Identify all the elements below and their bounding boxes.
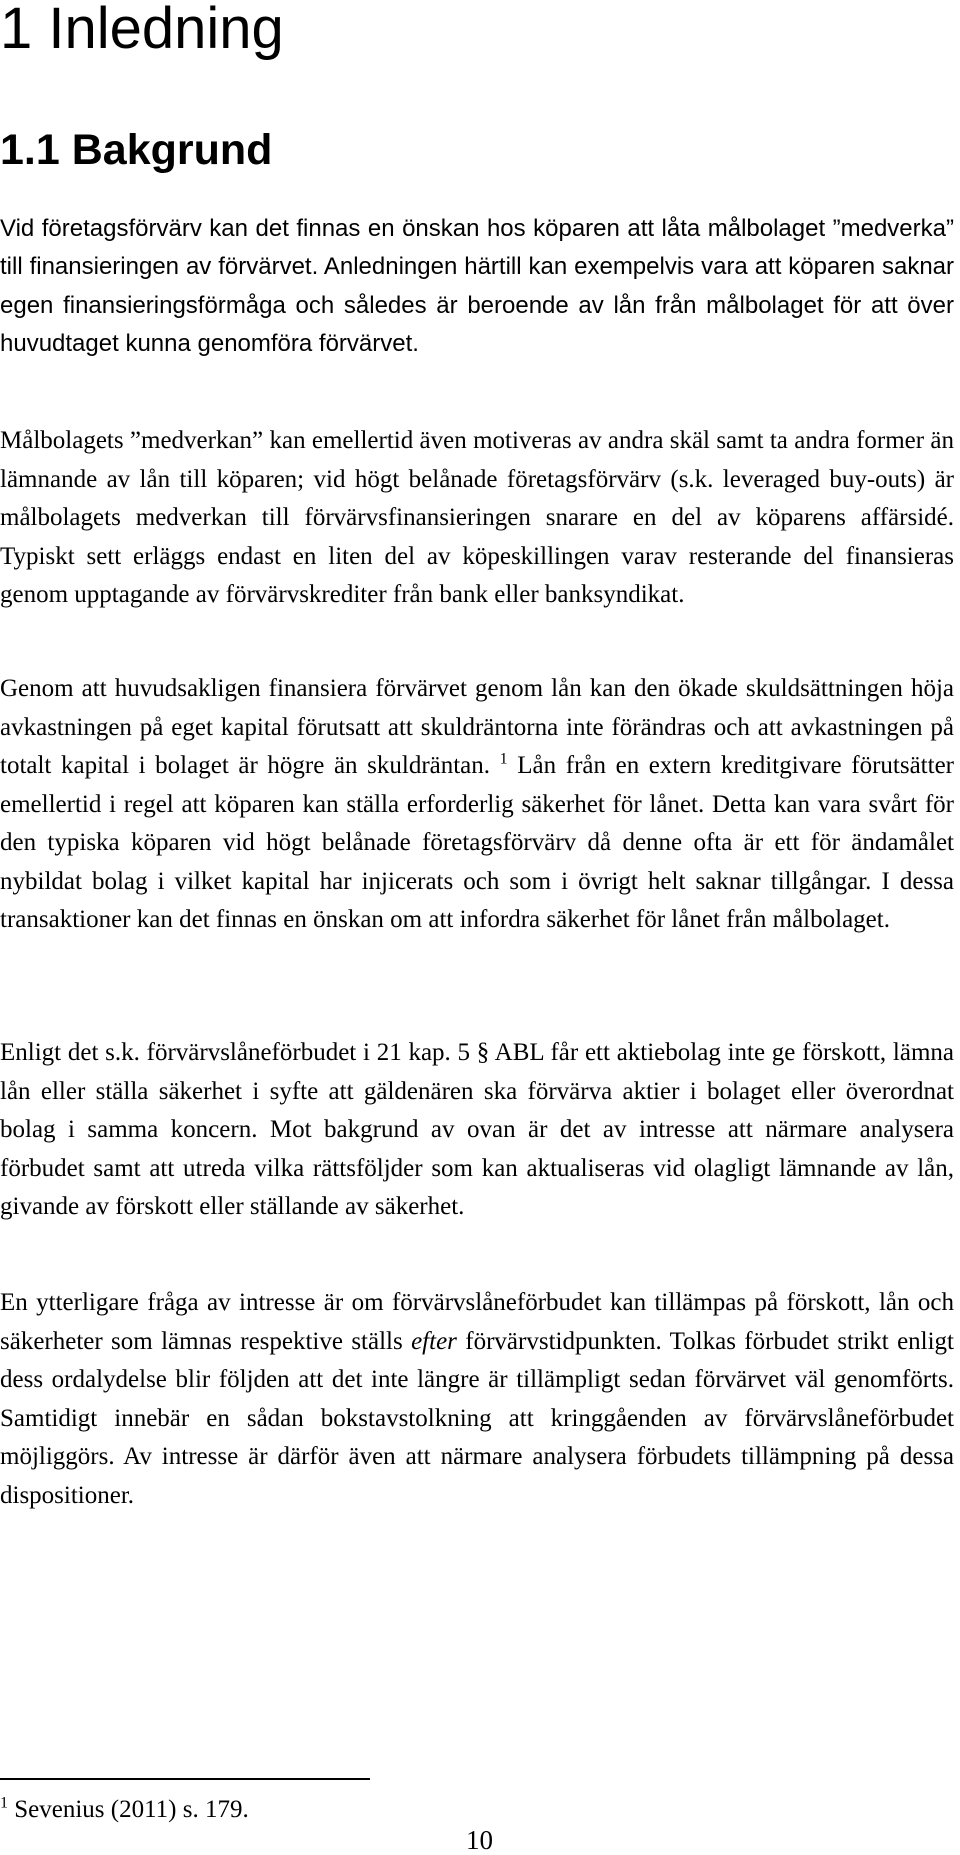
paragraph-2: Målbolagets ”medverkan” kan emellertid även motiveras av andra skäl samt ta andra former än lämnande av lån till köparen; vid högt belånade företagsförvärv (s.k. leveraged buy-outs) är målbolagets medverkan till förvärvsfinansieringen snarare en del av köparens affärsidé. Typiskt sett erläggs endast en liten del av köpeskillingen varav resterande del finansieras genom upptagande av förvärvskrediter från bank eller banksyndikat. [0,427,954,608]
paragraph-3 [0,670,954,940]
footnote [0,1795,249,1825]
footnote-reference[interactable]: 1 [499,750,508,768]
paragraph-4: Enligt det s.k. förvärvslåneförbudet i 21 kap. 5 § ABL får ett aktiebolag inte ge förskott, lämna lån eller ställa säkerhet i syfte att gäldenären ska förvärva aktier i bolaget eller överordnat bolag i samma koncern. Mot bakgrund av ovan är det av intresse att närmare analysera förbudet samt att utreda vilka rättsföljder som kan aktualiseras vid olagligt lämnande av lån, givande av förskott eller ställande av säkerhet. [0,1039,954,1220]
chapter-heading: 1 Inledning [0,0,284,61]
footnote-text: Sevenius (2011) s. 179. [14,1796,249,1823]
emphasis-text: efter [411,1327,457,1355]
paragraph-5-text-a: En ytterligare fråga av intresse är om förvärvslåneförbudet kan tillämpas på förskott, lån och säkerheter som lämnas respektive ställs [0,1289,954,1355]
paragraph-1: Vid företagsförvärv kan det finnas en önskan hos köparen att låta målbolaget ”medverka” till finansieringen av förvärvet. Anledningen härtill kan exempelvis vara att köparen saknar egen finansieringsförmåga och således är beroende av lån från målbolaget för att över huvudtaget kunna genomföra förvärvet. [0,215,954,357]
footnote-separator [0,1778,370,1780]
page-number: 10 [466,1825,493,1855]
paragraph-3-text-b: Lån från en extern kreditgivare förutsätter emellertid i regel att köparen kan ställa erforderlig säkerhet för lånet. Detta kan vara svårt för den typiska köparen vid högt belånade företagsförvärv då denne ofta är ett för ändamålet nybildat bolag i vilket kapital har injicerats och som i övrigt helt saknar tillgångar. I dessa transaktioner kan det finnas en önskan om att infordra säkerhet för lånet från målbolaget. [0,752,954,933]
section-heading: 1.1 Bakgrund [0,126,273,174]
paragraph-5 [0,1284,954,1515]
paragraph-3-text-a: Genom att huvudsakligen finansiera förvärvet genom lån kan den ökade skuldsättningen höja avkastningen på eget kapital förutsatt att skuldräntorna inte förändras och att avkastningen på totalt kapital i bolaget är högre än skuldräntan. [0,675,954,779]
paragraph-5-text-b: förvärvstidpunkten. Tolkas förbudet strikt enligt dess ordalydelse blir följden att det inte längre är tillämpligt sedan förvärvet väl genomförts. Samtidigt innebär en sådan bokstavstolkning att kringgåenden av förvärvslåneförbudet möjliggörs. Av intresse är därför även att närmare analysera förbudets tillämpning på dessa dispositioner. [0,1327,955,1509]
footnote-number: 1 [0,1794,8,1812]
